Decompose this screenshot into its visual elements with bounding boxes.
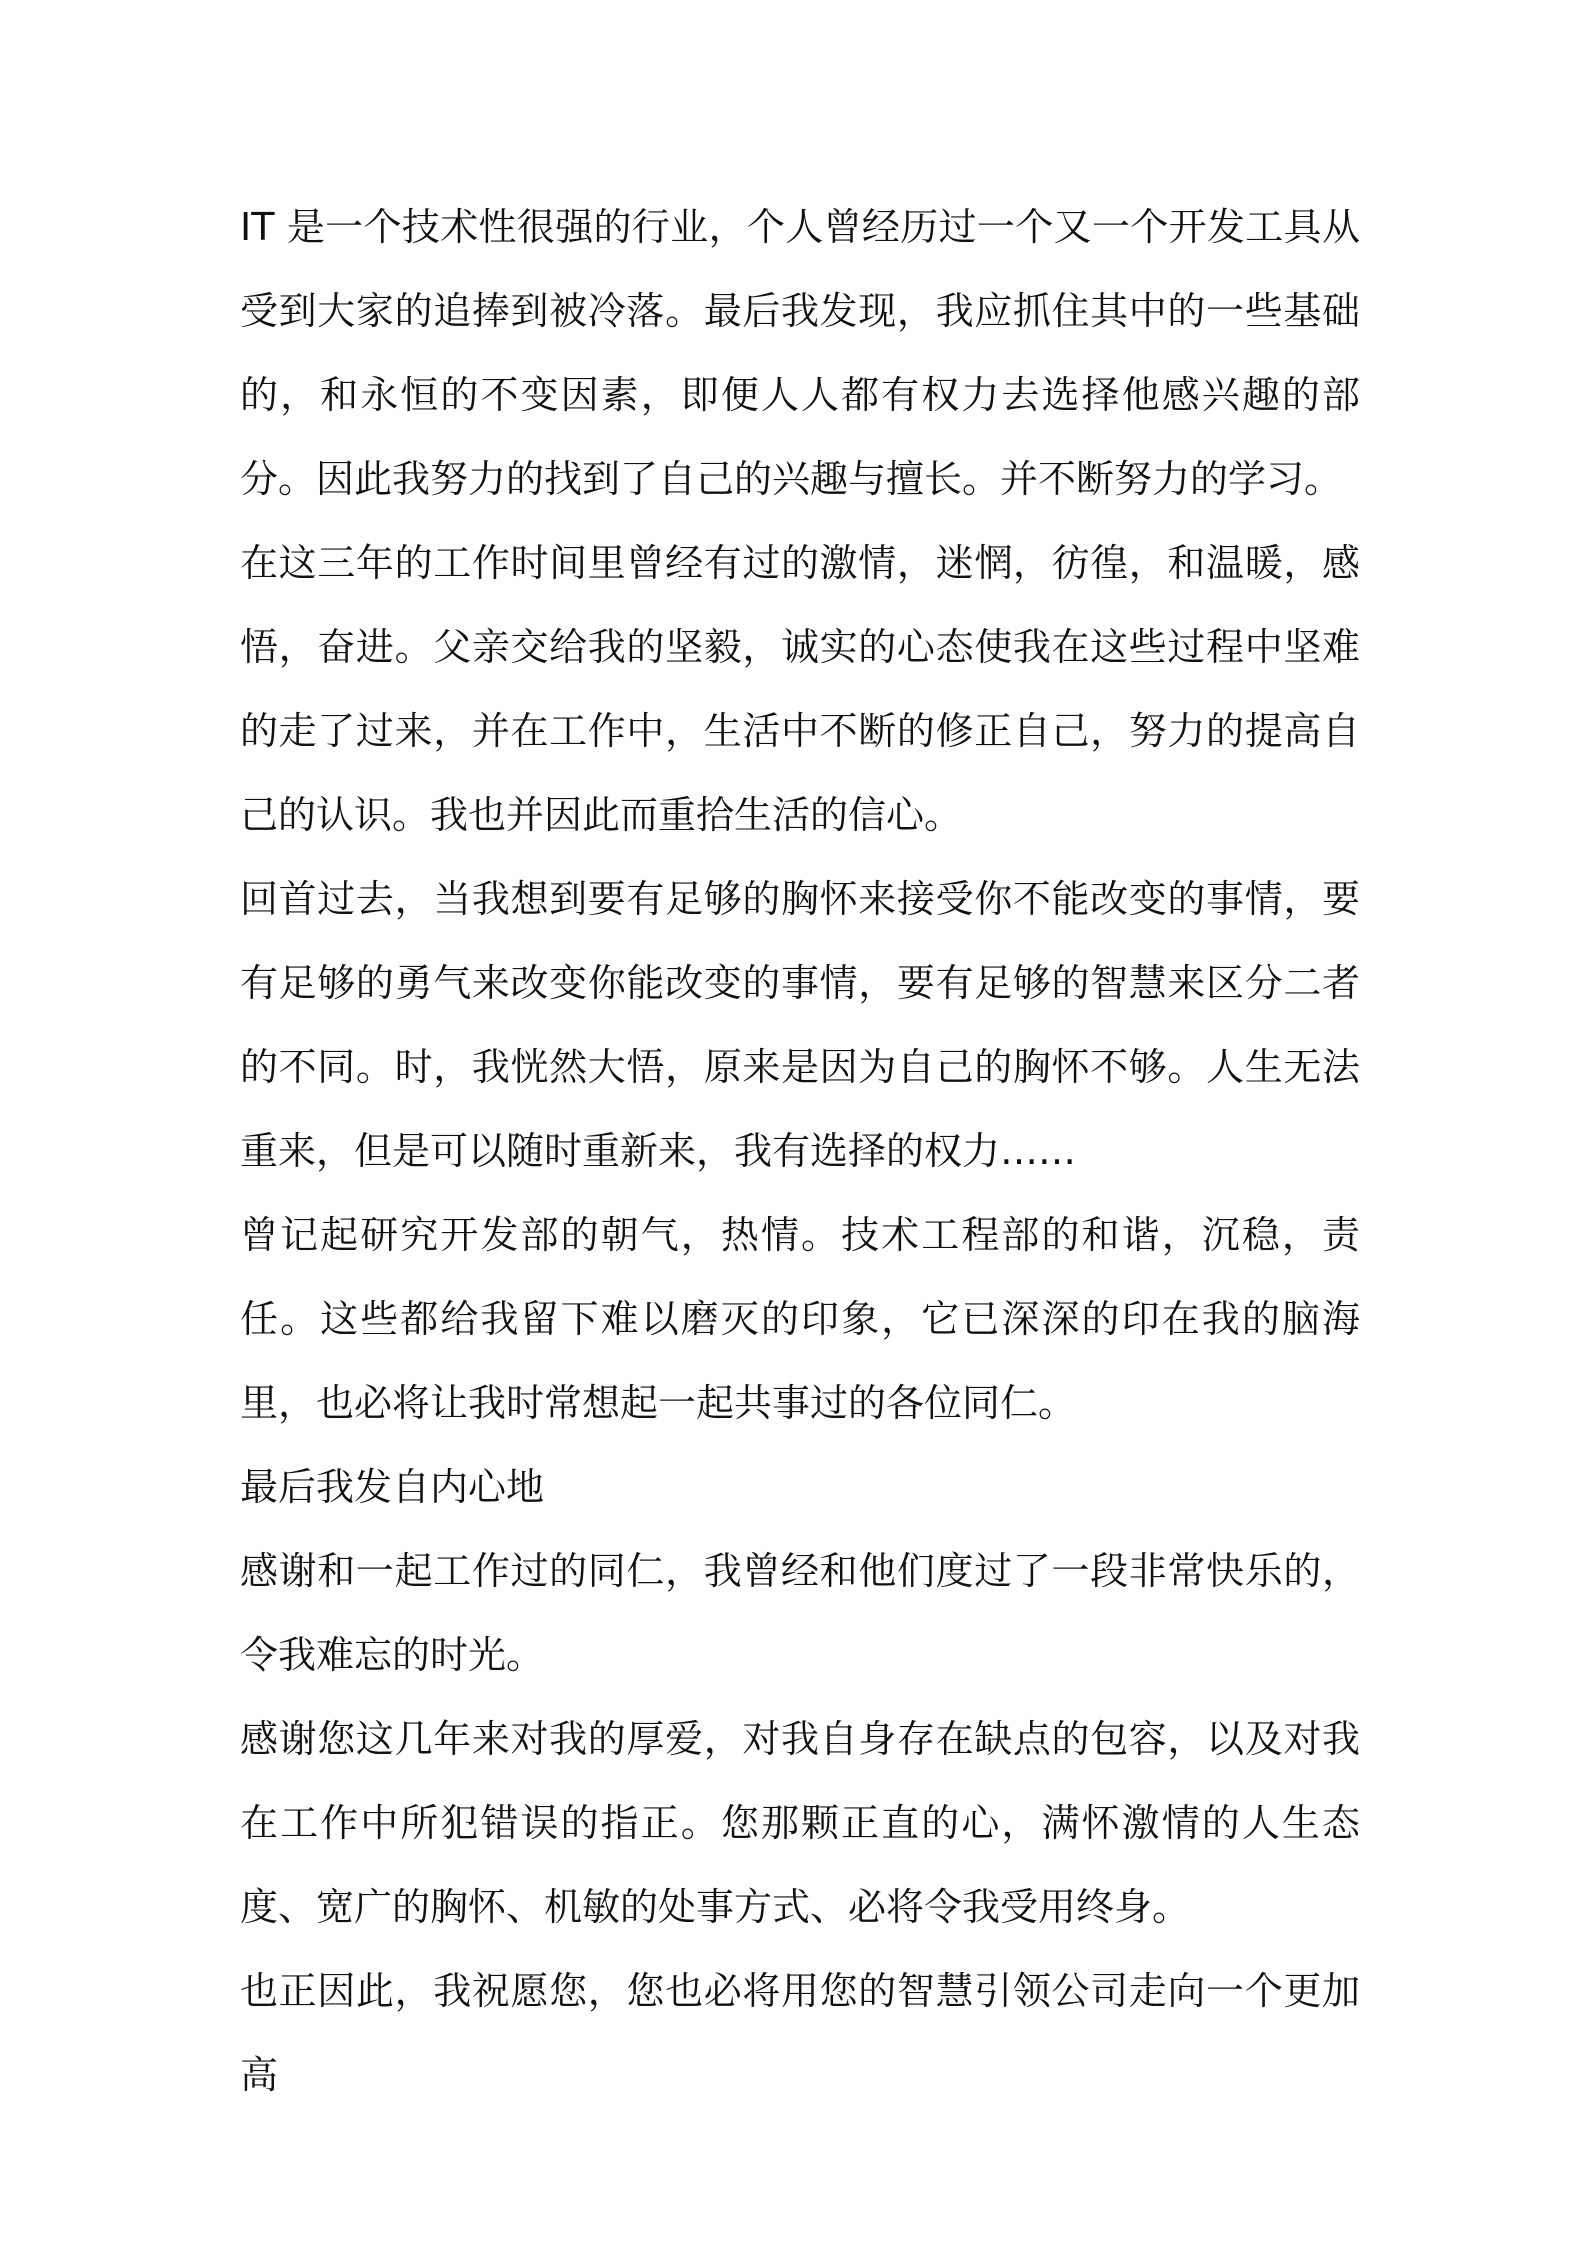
paragraph-thanks-colleagues: 感谢和一起工作过的同仁，我曾经和他们度过了一段非常快乐的，令我难忘的时光。 xyxy=(240,1549,1360,1677)
paragraph-finally: 最后我发自内心地 xyxy=(240,1465,545,1509)
paragraph-best-wishes: 也正因此，我祝愿您，您也必将用您的智慧引领公司走向一个更加高 xyxy=(240,1969,1360,2097)
document-body xyxy=(240,185,1360,2117)
paragraph-three-years-work: 在这三年的工作时间里曾经有过的激情，迷惘，彷徨，和温暖，感悟，奋进。父亲交给我的坚毅，诚实的心态使我在这些过程中坚难的走了过来，并在工作中，生活中不断的修正自己，努力的提高自己的认识。我也并因此而重拾生活的信心。 xyxy=(240,541,1360,837)
paragraph-departments-memory: 曾记起研究开发部的朝气，热情。技术工程部的和谐，沉稳，责任。这些都给我留下难以磨灭的印象，它已深深的印在我的脑海里，也必将让我时常想起一起共事过的各位同仁。 xyxy=(240,1213,1360,1425)
paragraph-it-industry: IT 是一个技术性很强的行业，个人曾经历过一个又一个开发工具从受到大家的追捧到被冷落。最后我发现，我应抓住其中的一些基础的，和永恒的不变因素，即便人人都有权力去选择他感兴趣的部分。因此我努力的找到了自己的兴趣与擅长。并不断努力的学习。 xyxy=(240,205,1360,501)
paragraph-thanks-leader: 感谢您这几年来对我的厚爱，对我自身存在缺点的包容，以及对我在工作中所犯错误的指正。您那颗正直的心，满怀激情的人生态度、宽广的胸怀、机敏的处事方式、必将令我受用终身。 xyxy=(240,1717,1360,1929)
paragraph-looking-back: 回首过去，当我想到要有足够的胸怀来接受你不能改变的事情，要有足够的勇气来改变你能改变的事情，要有足够的智慧来区分二者的不同。时，我恍然大悟，原来是因为自己的胸怀不够。人生无法重来，但是可以随时重新来，我有选择的权力…… xyxy=(240,877,1360,1173)
